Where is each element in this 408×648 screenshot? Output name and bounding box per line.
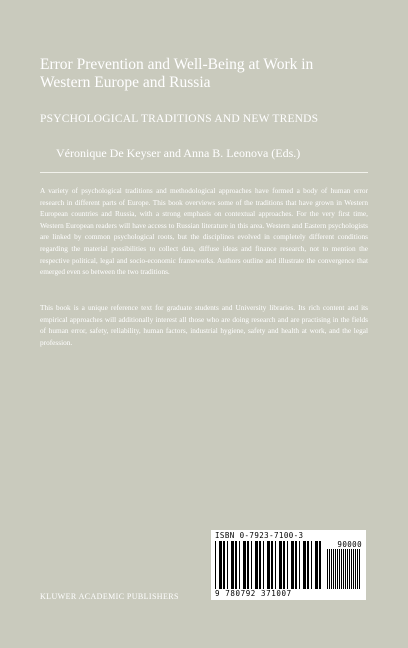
ean-number-text: 9 780792 371007 bbox=[215, 589, 292, 598]
barcode-bar bbox=[231, 541, 234, 589]
barcode-bar bbox=[345, 549, 346, 589]
barcode-bar bbox=[347, 549, 348, 589]
barcode-bar bbox=[335, 549, 336, 589]
barcode-bar bbox=[357, 549, 358, 589]
barcode-label bbox=[211, 530, 366, 600]
barcode-bar bbox=[333, 549, 334, 589]
description-paragraph-2: This book is a unique reference text for graduate students and University libraries. Its rich content and its empirical approaches will additionally interest all those who are doing research and are practising in the fields of human error, safety, reliability, human factors, industrial hygiene, safety and health at work, and the legal profession. bbox=[40, 303, 368, 347]
description-paragraph-1: A variety of psychological traditions and methodological approaches have formed a body of human error research in different parts of Europe. This book overviews some of the traditions that have grown in Western European countries and Russia, with a strong emphasis on contextual approaches. For the very first time, Western European readers will have access to Russian literature in this area. Western and Eastern psychologists are linked by common psychological roots, but the disciplines evolved in completely different conditions regarding the material possibilities to collect data, diffuse ideas and finance research, not to mention the respective political, legal and socio-economic frameworks. Authors outline and illustrate the convergence that emerged even so between the two traditions. bbox=[40, 186, 368, 277]
barcode-bar bbox=[331, 549, 332, 589]
barcode-bar bbox=[263, 541, 264, 589]
barcode-bar bbox=[247, 541, 249, 589]
book-title-line-1: Error Prevention and Well-Being at Work in bbox=[40, 56, 314, 73]
barcode-bar bbox=[267, 541, 270, 589]
barcode-bar bbox=[337, 549, 338, 589]
barcode-bar bbox=[299, 541, 300, 589]
barcode-bar bbox=[243, 541, 246, 589]
barcode-bar bbox=[239, 541, 240, 589]
barcode-bar bbox=[329, 549, 330, 589]
barcode-bar bbox=[295, 541, 297, 589]
book-title bbox=[40, 56, 380, 92]
barcode-bar bbox=[227, 541, 228, 589]
ean-barcode-bars bbox=[215, 541, 321, 589]
barcode-bar bbox=[307, 541, 309, 589]
barcode-bar bbox=[341, 549, 342, 589]
barcode-bar bbox=[343, 549, 344, 589]
barcode-bar bbox=[251, 541, 252, 589]
barcode-bar bbox=[215, 541, 216, 589]
barcode-bar bbox=[275, 541, 276, 589]
barcode-bar bbox=[287, 541, 288, 589]
book-subtitle: PSYCHOLOGICAL TRADITIONS AND NEW TRENDS bbox=[40, 113, 319, 125]
publisher-name: KLUWER ACADEMIC PUBLISHERS bbox=[40, 592, 179, 601]
barcode-bar bbox=[283, 541, 285, 589]
isbn-text: ISBN 0-7923-7100-3 bbox=[215, 531, 304, 540]
addon-barcode-bars bbox=[327, 549, 361, 589]
barcode-bar bbox=[351, 549, 352, 589]
barcode-bar bbox=[235, 541, 237, 589]
barcode-bar bbox=[223, 541, 225, 589]
barcode-bar bbox=[271, 541, 273, 589]
divider-rule bbox=[40, 172, 368, 173]
barcode-bar bbox=[319, 541, 321, 589]
barcode-bar bbox=[353, 549, 354, 589]
barcode-bar bbox=[355, 549, 356, 589]
barcode-bar bbox=[311, 541, 312, 589]
barcode-bar bbox=[327, 549, 328, 589]
barcode-bar bbox=[349, 549, 350, 589]
book-editors: Véronique De Keyser and Anna B. Leonova (Eds.) bbox=[56, 146, 301, 160]
barcode-bar bbox=[303, 541, 306, 589]
barcode-bar bbox=[259, 541, 261, 589]
barcode-bar bbox=[255, 541, 258, 589]
barcode-bar bbox=[219, 541, 222, 589]
barcode-bar bbox=[359, 549, 360, 589]
book-title-line-2: Western Europe and Russia bbox=[40, 74, 211, 91]
price-code-text: 90000 bbox=[337, 540, 362, 549]
barcode-bar bbox=[315, 541, 318, 589]
barcode-bar bbox=[291, 541, 294, 589]
barcode-bar bbox=[339, 549, 340, 589]
barcode-bar bbox=[279, 541, 282, 589]
